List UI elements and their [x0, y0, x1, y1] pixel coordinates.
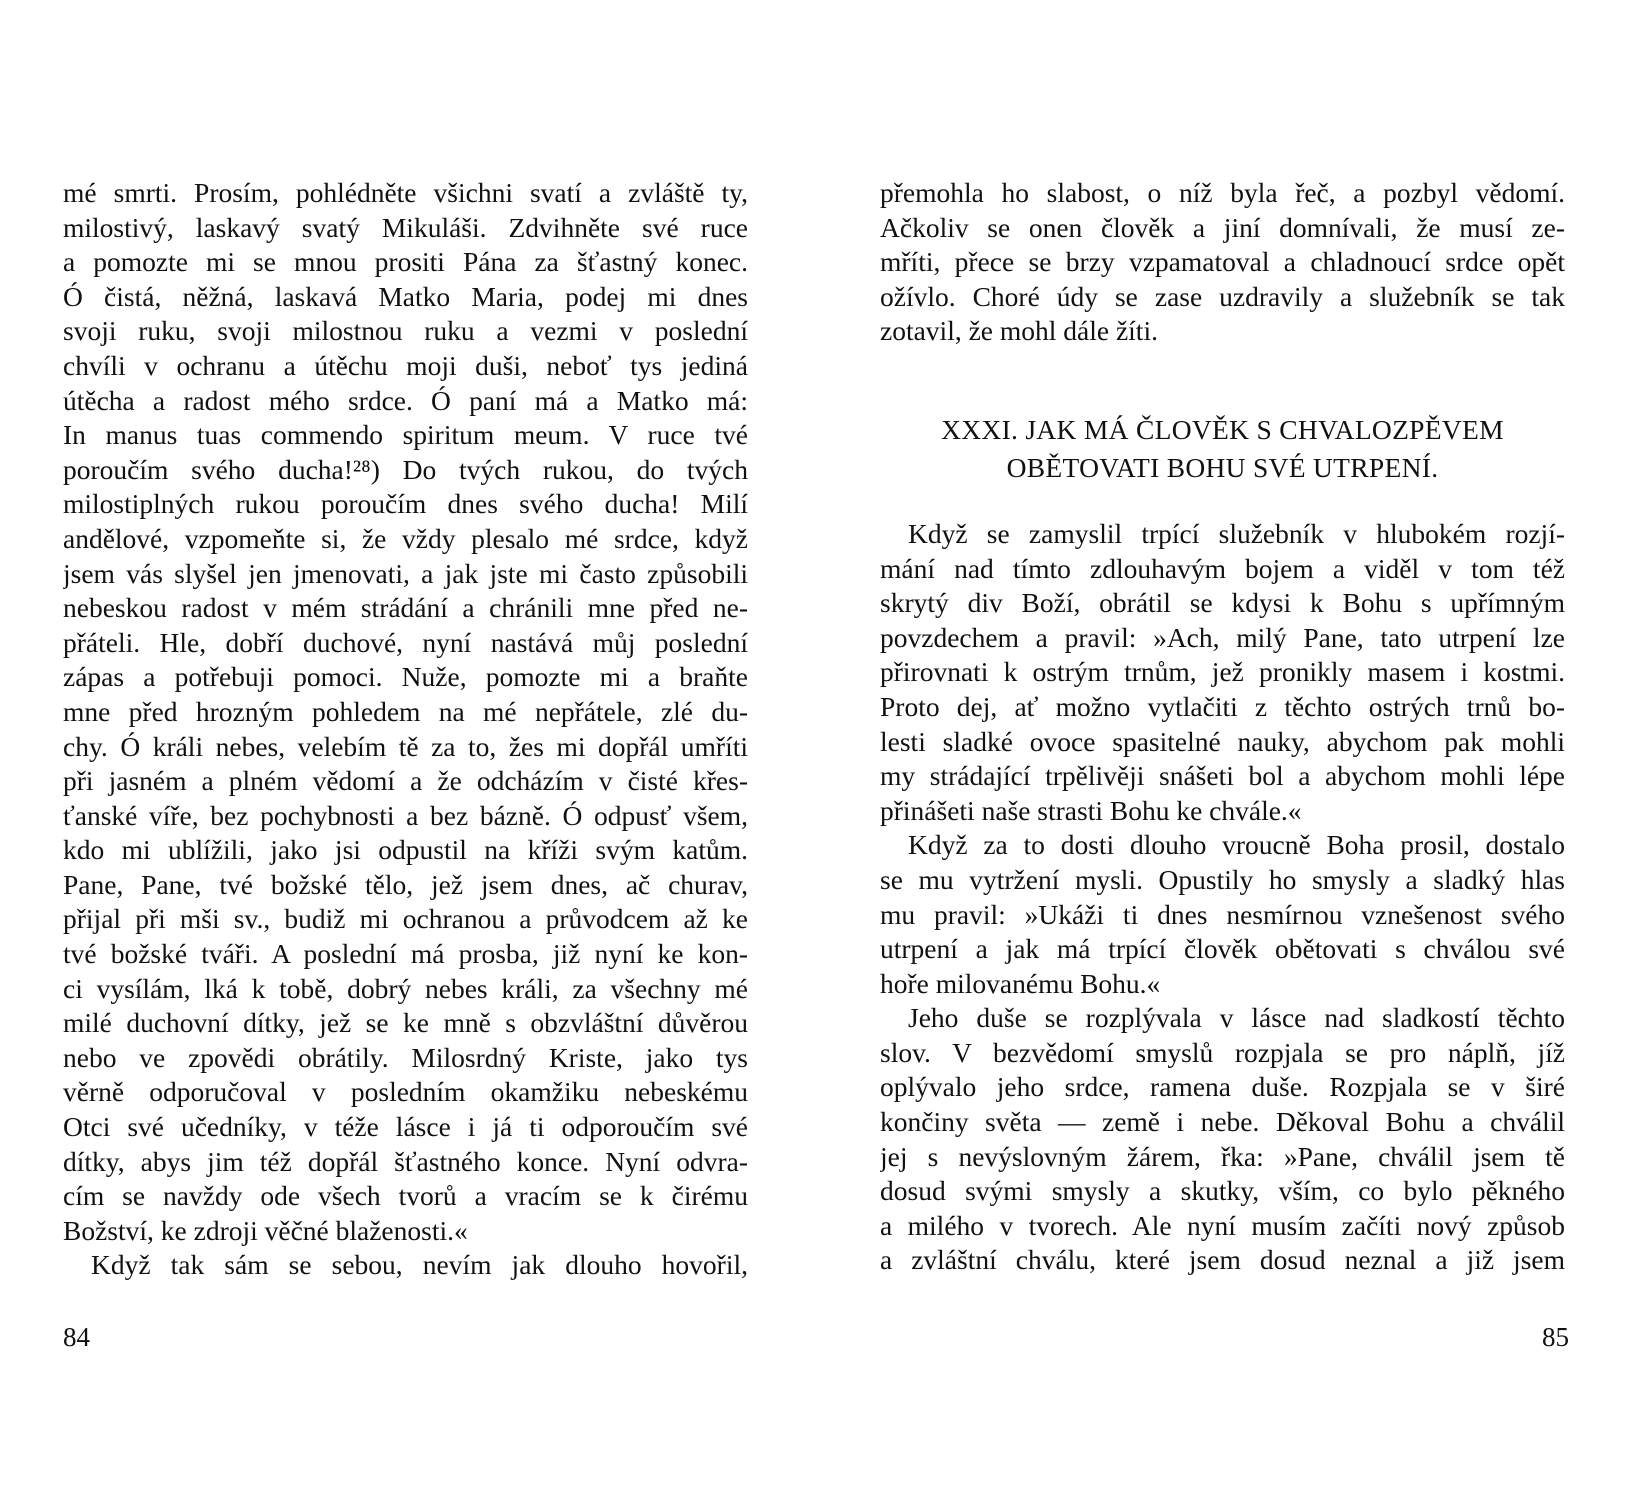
text-line: Proto dej, ať možno vytlačiti z těchto ostrých trnů bo-	[880, 690, 1565, 722]
text-line: svoji ruku, svoji milostnou ruku a vezmi v poslední	[63, 315, 748, 347]
text-line: slov. V bezvědomí smyslů rozpjala se pro náplň, jíž	[880, 1036, 1565, 1068]
text-line: povzdechem a pravil: »Ach, milý Pane, tato utrpení lze	[880, 621, 1565, 653]
text-line: chvíli v ochranu a útěchu moji duši, neboť tys jediná	[63, 349, 748, 381]
text-line: Božství, ke zdroji věčné blaženosti.«	[63, 1214, 468, 1246]
text-line: ožívlo. Choré údy se zase uzdravily a služebník se tak	[880, 280, 1565, 312]
text-line: a milého v tvorech. Ale nyní musím začíti nový způsob	[880, 1209, 1565, 1241]
text-line: přijal při mši sv., budiž mi ochranou a průvodcem až ke	[63, 903, 748, 935]
text-line: Jeho duše se rozplývala v lásce nad sladkostí těchto	[908, 1002, 1565, 1034]
chapter-title-line-2: OBĚTOVATI BOHU SVÉ UTRPENÍ.	[1006, 451, 1439, 483]
text-line: dosud svými smysly a skutky, vším, co bylo pěkného	[880, 1175, 1565, 1207]
text-line: hoře milovanému Bohu.«	[880, 967, 1161, 999]
text-line: milé duchovní dítky, jež se ke mně s obzvláštní důvěrou	[63, 1007, 748, 1039]
text-line: tvé božské tváři. A poslední má prosba, již nyní ke kon-	[63, 938, 748, 970]
text-line: a pomozte mi se mnou prositi Pána za šťastný konec.	[63, 246, 748, 278]
left-page	[63, 176, 748, 1283]
text-line: přirovnati k ostrým trnům, jež pronikly masem i kostmi.	[880, 656, 1565, 688]
text-line: mé smrti. Prosím, pohlédněte všichni svatí a zvláště ty,	[63, 177, 748, 208]
text-line: se mu vytržení mysli. Opustily ho smysly a sladký hlas	[880, 863, 1565, 895]
text-line: In manus tuas commendo spiritum meum. V ruce tvé	[63, 419, 748, 451]
text-line: poroučím svého ducha!²⁸) Do tvých rukou, do tvých	[63, 453, 748, 485]
text-line: zápas a potřebuji pomoci. Nuže, pomozte mi a braňte	[63, 661, 748, 693]
text-line: mání nad tímto zdlouhavým bojem a viděl v tom též	[880, 552, 1565, 584]
text-line: věrně odporučoval v posledním okamžiku nebeskému	[63, 1076, 748, 1108]
text-line: útěcha a radost mého srdce. Ó paní má a Matko má:	[63, 384, 748, 416]
text-line: chy. Ó králi nebes, velebím tě za to, žes mi dopřál umříti	[63, 730, 748, 762]
text-line: oplývalo jeho srdce, ramena duše. Rozpjala se v širé	[880, 1071, 1565, 1103]
text-line: my strádající trpělivěji snášeti bol a abychom mohli lépe	[880, 760, 1565, 792]
chapter-heading	[880, 411, 1565, 487]
text-line: Když tak sám se sebou, nevím jak dlouho hovořil,	[91, 1249, 748, 1281]
text-line: milostivý, laskavý svatý Mikuláši. Zdvihněte své ruce	[63, 211, 748, 243]
text-line: mu pravil: »Ukáži ti dnes nesmírnou vznešenost svého	[880, 898, 1565, 930]
text-line: při jasném a plném vědomí a že odcházím v čisté křes-	[63, 765, 748, 797]
text-line: nebeskou radost v mém strádání a chránili mne před ne-	[63, 592, 748, 624]
text-line: Ó čistá, něžná, laskavá Matko Maria, podej mi dnes	[63, 280, 748, 312]
text-line: Otci své učedníky, v téže lásce i já ti odporoučím své	[63, 1111, 748, 1143]
text-line: skrytý div Boží, obrátil se kdysi k Bohu s upřímným	[880, 587, 1565, 619]
text-line: Když za to dosti dlouho vroucně Boha prosil, dostalo	[908, 829, 1565, 861]
text-line: cím se navždy ode všech tvorů a vracím se k čirému	[63, 1180, 748, 1212]
text-line: mříti, přece se brzy vzpamatoval a chladnoucí srdce opět	[880, 246, 1565, 278]
text-line: přemohla ho slabost, o níž byla řeč, a pozbyl vědomí.	[880, 177, 1565, 208]
text-line: kdo mi ublížili, jako jsi odpustil na kříži svým katům.	[63, 834, 748, 866]
text-line: končiny světa — země i nebe. Děkoval Bohu a chválil	[880, 1106, 1565, 1138]
text-line: jsem vás slyšel jen jmenovati, a jak jste mi často způsobili	[63, 557, 748, 589]
text-line: ci vysílám, lká k tobě, dobrý nebes králi, za všechny mé	[63, 972, 748, 1004]
text-line: a zvláštní chválu, které jsem dosud neznal a již jsem	[880, 1244, 1565, 1276]
page-number-left: 84	[63, 1322, 90, 1352]
text-line: jej s nevýslovným žárem, řka: »Pane, chválil jsem tě	[880, 1140, 1565, 1172]
text-line: mne před hrozným pohledem na mé nepřátele, zlé du-	[63, 695, 748, 727]
text-line: utrpení a jak má trpící člověk obětovati s chválou své	[880, 933, 1565, 965]
text-line: Ačkoliv se onen člověk a jiní domnívali, že musí ze-	[880, 211, 1565, 243]
text-line: přinášeti naše strasti Bohu ke chvále.«	[880, 794, 1302, 826]
chapter-title-line-1: XXXI. JAK MÁ ČLOVĚK S CHVALOZPĚVEM	[941, 413, 1504, 445]
text-line: nebo ve zpovědi obrátily. Milosrdný Kriste, jako tys	[63, 1041, 748, 1073]
text-line: Pane, Pane, tvé božské tělo, jež jsem dnes, ač churav,	[63, 868, 748, 900]
text-line: andělové, vzpomeňte si, že vždy plesalo mé srdce, když	[63, 522, 748, 554]
text-line: ťanské víře, bez pochybnosti a bez bázně. Ó odpusť všem,	[63, 799, 748, 831]
right-page	[880, 176, 1565, 1278]
page-number-right: 85	[1542, 1322, 1569, 1352]
text-line: dítky, abys jim též dopřál šťastného konce. Nyní odvra-	[63, 1145, 748, 1177]
text-line: Když se zamyslil trpící služebník v hlubokém rozjí-	[908, 517, 1565, 549]
text-line: přáteli. Hle, dobří duchové, nyní nastává můj poslední	[63, 626, 748, 658]
text-line: zotavil, že mohl dále žíti.	[880, 315, 1158, 347]
text-line: lesti sladké ovoce spasitelné nauky, abychom pak mohli	[880, 725, 1565, 757]
text-line: milostiplných rukou poroučím dnes svého ducha! Milí	[63, 488, 748, 520]
